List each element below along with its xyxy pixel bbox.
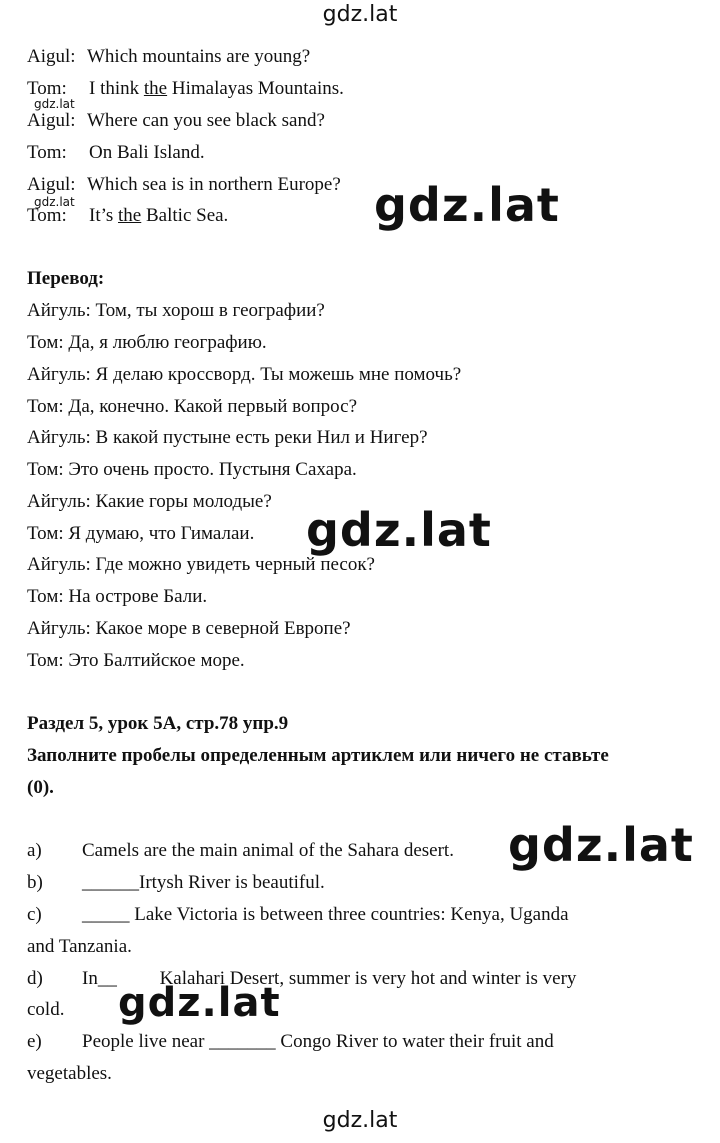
exercise-label: a) xyxy=(27,840,42,861)
speaker: Tom: xyxy=(27,78,67,99)
utterance-end: Baltic Sea. xyxy=(141,205,229,226)
translation-line: Том: Я думаю, что Гималаи. xyxy=(27,523,255,544)
translation-line: Том: Да, я люблю географию. xyxy=(27,332,267,353)
utterance: On Bali Island. xyxy=(89,142,205,163)
exercise-item-cont xyxy=(27,936,132,958)
exercise-text: cold. xyxy=(27,999,65,1020)
exercise-label: d) xyxy=(27,968,43,989)
exercise-text: People live near _______ Congo River to water their fruit and xyxy=(82,1031,554,1052)
translation-line: Том: На острове Бали. xyxy=(27,586,208,607)
translation-line: Айгуль: В какой пустыне есть реки Нил и Нигер? xyxy=(27,427,428,448)
translation-line: Том: Да, конечно. Какой первый вопрос? xyxy=(27,396,358,417)
exercise-label: e) xyxy=(27,1031,42,1052)
exercise-item xyxy=(27,1031,554,1053)
utterance: I think xyxy=(89,78,144,99)
exercise-text: In__ Kalahari Desert, summer is very hot and winter is very xyxy=(82,968,577,989)
translation-line: Том: Это очень просто. Пустыня Сахара. xyxy=(27,459,357,480)
watermark-bottom: gdz.lat xyxy=(322,1108,398,1133)
watermark-small: gdz.lat xyxy=(34,195,75,209)
speaker: Aigul: xyxy=(27,110,76,131)
utterance: It’s xyxy=(89,205,119,226)
translation-line: Том: Это Балтийское море. xyxy=(27,650,245,671)
speaker: Tom: xyxy=(27,142,67,163)
utterance-end: Himalayas Mountains. xyxy=(167,78,344,99)
article-underlined: the xyxy=(143,78,168,99)
watermark-large: gdz.lat xyxy=(306,503,492,557)
dialogue-line xyxy=(27,174,341,196)
exercise-item xyxy=(27,872,325,894)
speaker: Aigul: xyxy=(27,46,76,67)
exercise-text: ______Irtysh River is beautiful. xyxy=(82,872,325,893)
exercise-label: b) xyxy=(27,872,43,893)
translation-line: Айгуль: Я делаю кроссворд. Ты можешь мне помочь? xyxy=(27,364,462,385)
watermark-large: gdz.lat xyxy=(508,818,694,872)
article-underlined: the xyxy=(118,205,142,226)
exercise-item-cont xyxy=(27,1063,112,1085)
speaker: Aigul: xyxy=(27,174,76,195)
translation-line: Айгуль: Где можно увидеть черный песок? xyxy=(27,554,375,575)
task-instruction-cont: (0). xyxy=(27,777,54,798)
utterance: Where can you see black sand? xyxy=(87,110,325,131)
watermark-large: gdz.lat xyxy=(118,980,281,1026)
exercise-item xyxy=(27,968,576,990)
exercise-text: and Tanzania. xyxy=(27,936,132,957)
task-instruction: Заполните пробелы определенным артиклем или ничего не ставьте xyxy=(27,745,609,766)
exercise-text: _____ Lake Victoria is between three countries: Kenya, Uganda xyxy=(82,904,569,925)
translation-line: Айгуль: Какое море в северной Европе? xyxy=(27,618,351,639)
translation-line: Айгуль: Том, ты хорош в географии? xyxy=(27,300,325,321)
exercise-item xyxy=(27,840,454,862)
dialogue-line xyxy=(27,110,325,132)
translation-heading: Перевод: xyxy=(27,268,105,289)
translation-line: Айгуль: Какие горы молодые? xyxy=(27,491,272,512)
exercise-text: vegetables. xyxy=(27,1063,112,1084)
utterance: Which sea is in northern Europe? xyxy=(87,174,341,195)
dialogue-line xyxy=(27,46,310,68)
watermark-large: gdz.lat xyxy=(374,178,560,232)
exercise-label: c) xyxy=(27,904,42,925)
watermark-top: gdz.lat xyxy=(322,2,398,27)
dialogue-line xyxy=(27,142,205,164)
utterance: Which mountains are young? xyxy=(87,46,311,67)
watermark-small: gdz.lat xyxy=(34,97,75,111)
exercise-text: Camels are the main animal of the Sahara desert. xyxy=(82,840,454,861)
section-heading: Раздел 5, урок 5А, стр.78 упр.9 xyxy=(27,713,289,734)
exercise-item xyxy=(27,904,569,926)
exercise-item-cont xyxy=(27,999,64,1021)
speaker: Tom: xyxy=(27,205,67,226)
